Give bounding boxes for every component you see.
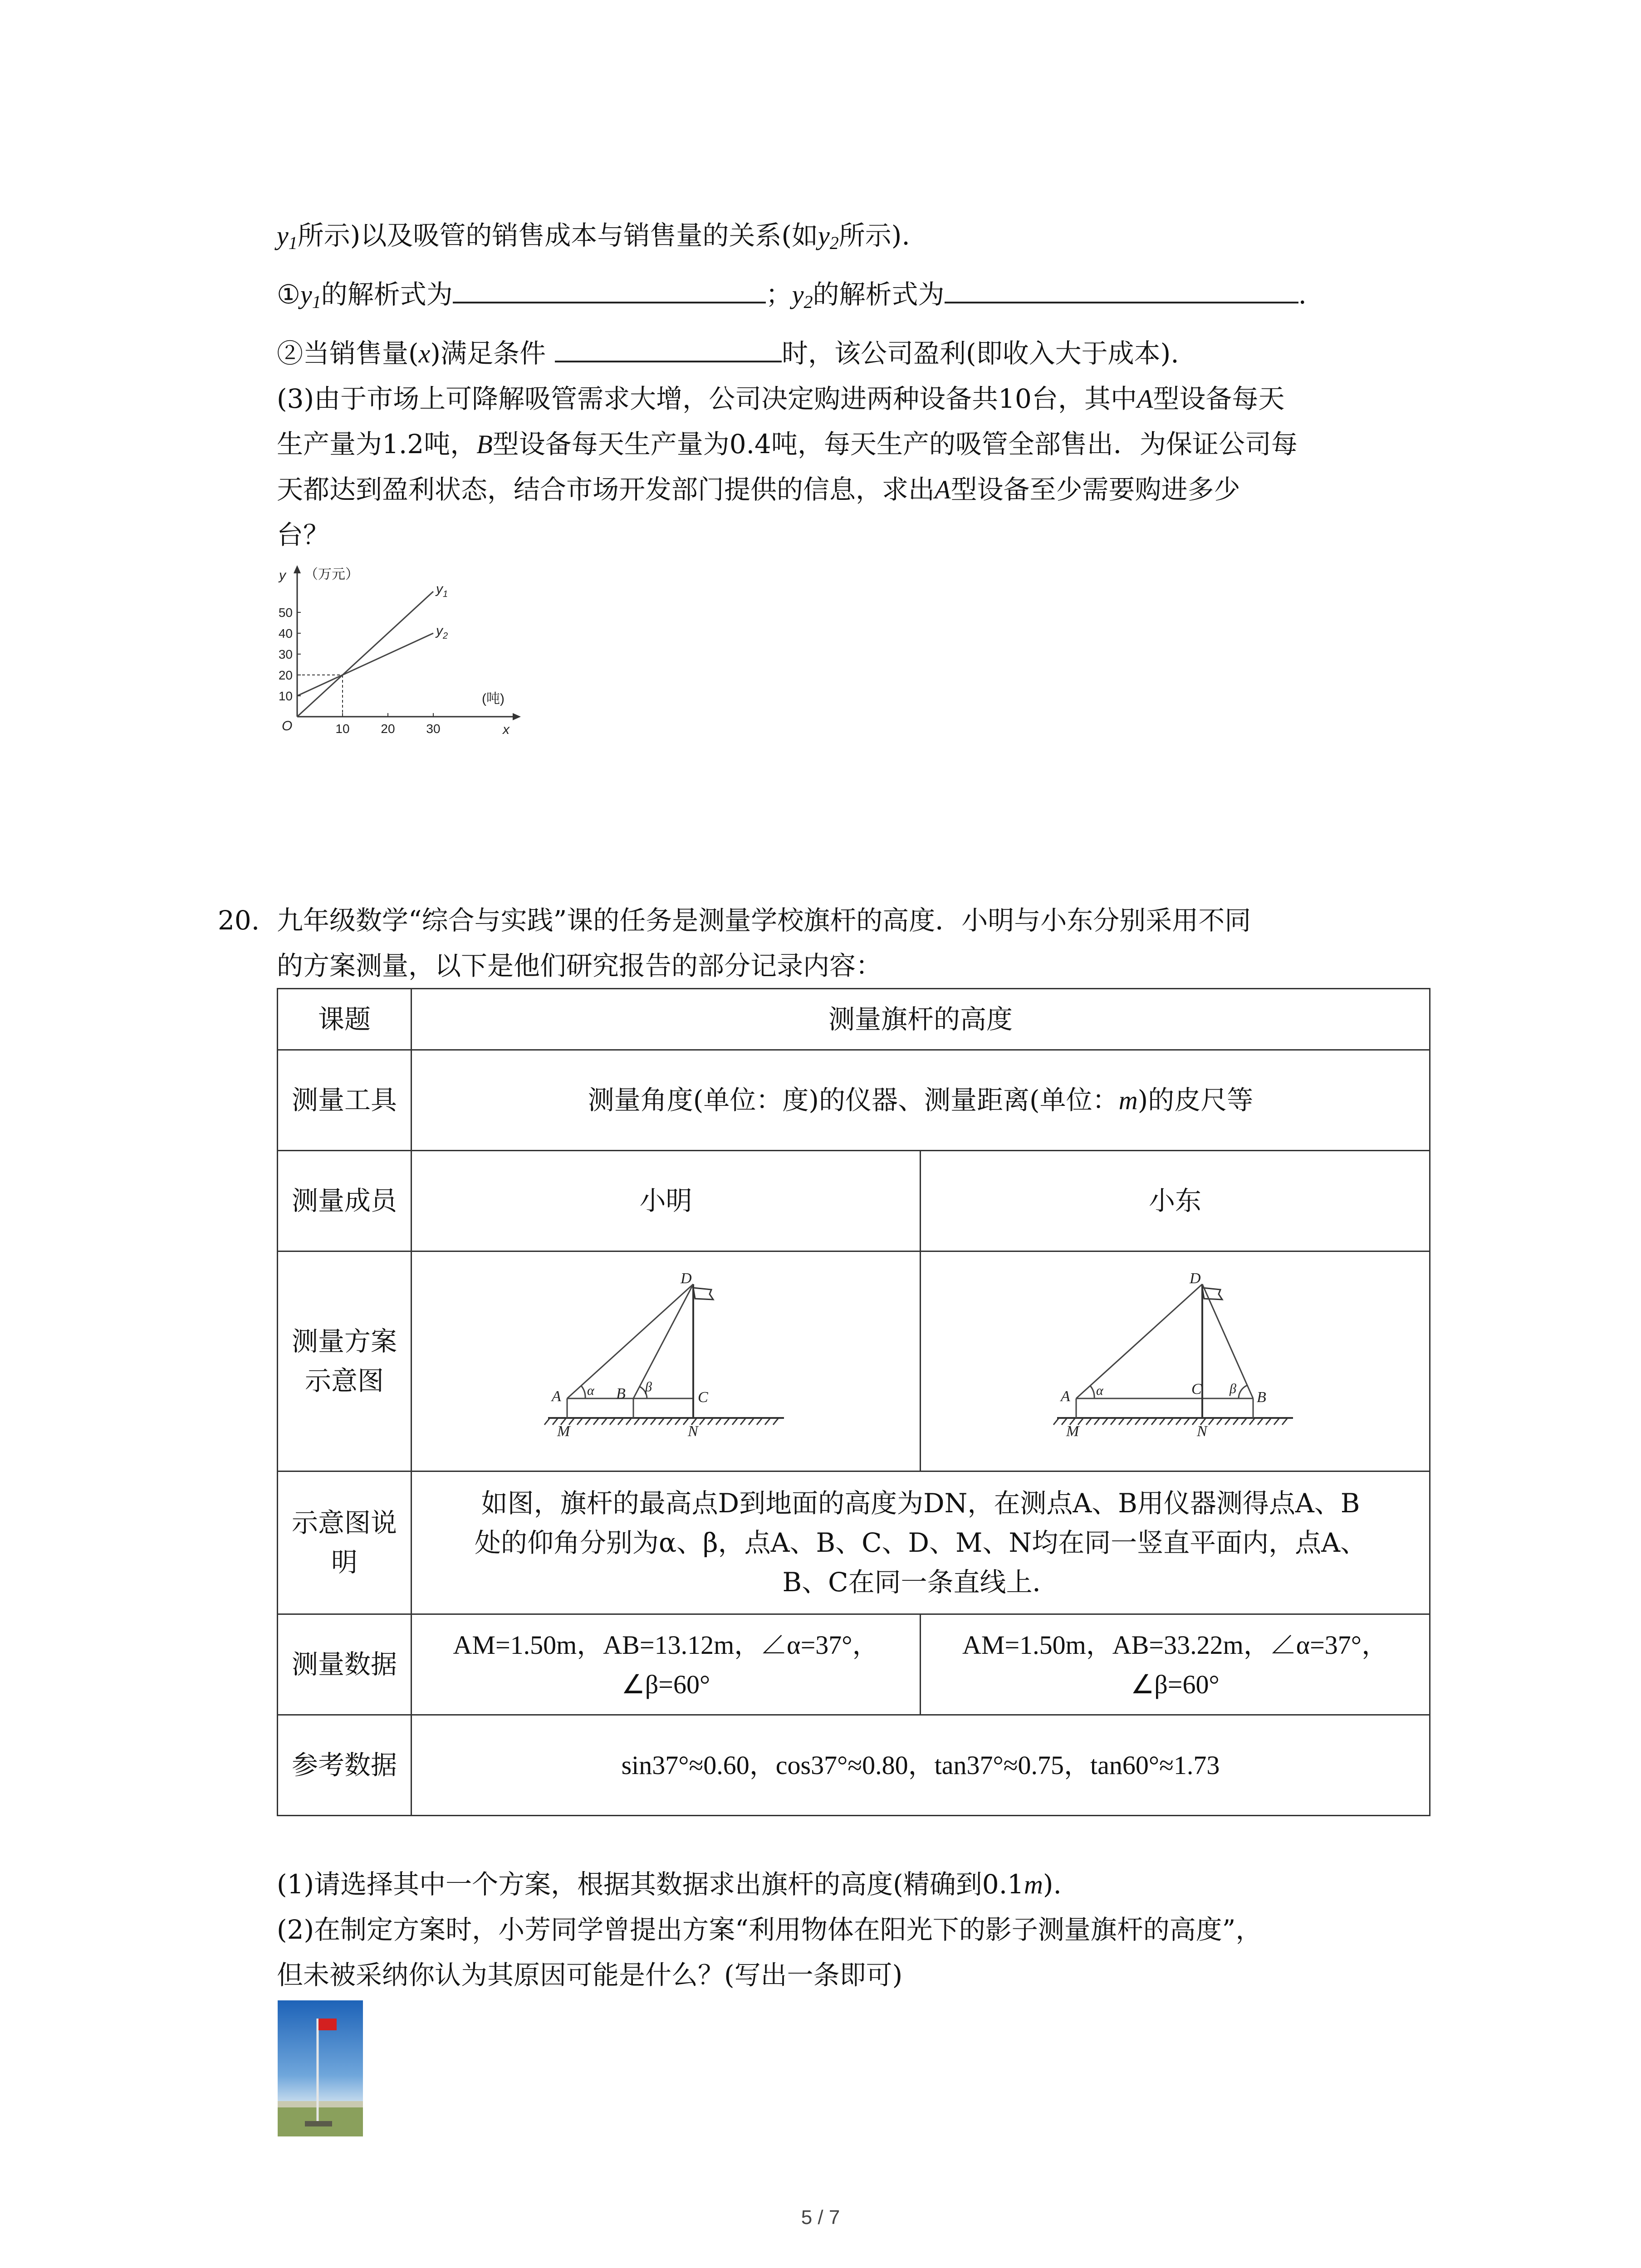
y2-subscript: 2	[803, 292, 813, 312]
row-label: 示意图说明	[278, 1471, 411, 1614]
row-label: 测量数据	[278, 1614, 411, 1715]
label-N: N	[687, 1423, 698, 1440]
var-B: B	[476, 430, 493, 459]
row-label: 参考数据	[278, 1715, 411, 1816]
q20-sub2-line2: 但未被采纳你认为其原因可能是什么？(写出一条即可)	[277, 1960, 903, 1990]
data-line: AM=1.50m，AB=33.22m，∠α=37°，	[962, 1630, 1388, 1660]
label-alpha: α	[587, 1383, 594, 1398]
data-left	[411, 1614, 921, 1715]
q3-text: 型设备每天	[1153, 383, 1285, 414]
angle-alpha-arc	[1090, 1386, 1094, 1398]
tools-text: 测量角度(单位：度)的仪器、测量距离(单位：	[588, 1085, 1119, 1115]
part2-label-b: )满足条件	[430, 338, 546, 369]
sight-line-A	[567, 1284, 693, 1398]
q20-sub1	[277, 1864, 1062, 1905]
y-axis-unit: （万元）	[304, 567, 359, 582]
description-line: 如图，旗杆的最高点D到地面的高度为DN，在测点A、B用仪器测得点A、B	[481, 1487, 1360, 1519]
series-line-y2	[297, 633, 433, 696]
y-tick-label: 10	[278, 689, 293, 703]
diagram-right	[921, 1251, 1430, 1471]
cost-revenue-chart	[272, 562, 554, 753]
label-D: D	[1190, 1270, 1201, 1287]
y-tick-label: 20	[278, 668, 293, 682]
label-beta: β	[1230, 1381, 1236, 1396]
sight-line-B	[633, 1284, 693, 1398]
answer-blank-y1[interactable]	[453, 275, 766, 303]
q20-intro-2: 的方案测量，以下是他们研究报告的部分记录内容：	[277, 950, 882, 981]
y1-symbol: y	[300, 280, 312, 309]
q19-q3-line3	[277, 469, 1240, 510]
q20-intro-1: 九年级数学“综合与实践”课的任务是测量学校旗杆的高度．小明与小东分别采用不同	[277, 905, 1251, 936]
label-N: N	[1197, 1423, 1207, 1440]
page-footer: 5 / 7	[801, 2206, 840, 2229]
q19-line1-text: 所示)以及吸管的销售成本与销售量的关系(如	[297, 220, 818, 251]
table-row	[278, 1471, 1430, 1614]
series-label-sub: 1	[443, 589, 448, 599]
q3-text: 型设备每天生产量为0.4吨，每天生产的吸管全部售出．为保证公司每	[492, 429, 1298, 459]
y1-label: 的解析式为	[321, 279, 453, 310]
sub1-text: (1)请选择其中一个方案，根据其数据求出旗杆的高度(精确到0.1	[277, 1869, 1024, 1900]
q19-part2	[277, 333, 1179, 374]
member-left: 小明	[411, 1151, 921, 1251]
table-row	[278, 1251, 1430, 1471]
sight-line-B	[1202, 1284, 1253, 1398]
sight-line-A	[1076, 1284, 1202, 1398]
table-row	[278, 1151, 1430, 1251]
x-tick-label: 30	[426, 722, 441, 736]
question-number: 20.	[218, 905, 260, 936]
q19-q3-line2	[277, 424, 1298, 465]
y2-subscript: 2	[829, 233, 839, 253]
label-A: A	[1061, 1388, 1070, 1405]
part2-label: ②当销售量(	[277, 338, 419, 369]
label-C: C	[697, 1389, 708, 1406]
y-tick-label: 40	[278, 626, 293, 640]
series-line-y1	[297, 591, 433, 717]
ground	[544, 1418, 784, 1425]
origin-label: O	[282, 719, 293, 733]
series-label-sub: 2	[443, 631, 448, 641]
topic-value: 测量旗杆的高度	[411, 989, 1430, 1050]
table-row	[278, 989, 1430, 1050]
angle-beta-arc	[1239, 1385, 1247, 1398]
flag-red	[318, 2019, 337, 2030]
var-A: A	[935, 475, 951, 504]
unit-m: m	[1118, 1085, 1138, 1115]
series-label-y1: $y_1$	[436, 582, 448, 599]
answer-blank-condition[interactable]	[555, 334, 782, 362]
q19-line1	[277, 215, 910, 257]
table-row	[278, 1050, 1430, 1151]
x-tick-label: 10	[335, 722, 350, 736]
y-axis-arrow	[294, 565, 301, 573]
series-label-y2: $y_2$	[436, 623, 448, 641]
q19-line1-end: 所示).	[838, 220, 910, 251]
separator: ；	[765, 279, 792, 310]
chart-labels	[278, 567, 510, 737]
y2-symbol: y	[792, 280, 804, 309]
flagpole-photo	[278, 2000, 363, 2136]
q3-text: 天都达到盈利状态，结合市场开发部门提供的信息，求出	[277, 474, 935, 505]
x-tick-label: 20	[381, 722, 395, 736]
q19-q3-line4: 台？	[277, 519, 330, 550]
data-line: AM=1.50m，AB=13.12m，∠α=37°，	[453, 1630, 879, 1660]
x-axis-unit: (吨)	[482, 691, 505, 706]
row-label: 测量工具	[278, 1050, 411, 1151]
label-B: B	[616, 1385, 626, 1402]
circled-1: ①	[277, 279, 300, 310]
y2-label: 的解析式为	[813, 279, 945, 310]
x-axis-symbol: x	[503, 722, 509, 737]
label-M: M	[557, 1423, 570, 1440]
xiaoming-diagram	[539, 1266, 793, 1457]
y-tick-label: 30	[278, 647, 293, 661]
table-row	[278, 1614, 1430, 1715]
x-symbol: x	[418, 339, 431, 368]
row-label: 课题	[278, 989, 411, 1050]
research-report-table	[277, 988, 1430, 1816]
q19-part1	[277, 274, 1307, 316]
flag	[693, 1288, 713, 1300]
label-D: D	[680, 1270, 692, 1287]
label-M: M	[1066, 1423, 1079, 1440]
label-alpha: α	[1096, 1383, 1103, 1398]
data-line: ∠β=60°	[1131, 1669, 1220, 1699]
y-axis-symbol: y	[279, 568, 286, 583]
y1-symbol: y	[277, 221, 289, 250]
table-row	[278, 1715, 1430, 1816]
q20-sub2-line1: (2)在制定方案时，小芳同学曾提出方案“利用物体在阳光下的影子测量旗杆的高度”，	[277, 1914, 1262, 1945]
description-line: B、C在同一条直线上．	[782, 1566, 1059, 1598]
row-label: 测量方案示意图	[278, 1251, 411, 1471]
label-C: C	[1191, 1381, 1202, 1398]
description-line: 处的仰角分别为α、β，点A、B、C、D、M、N均在同一竖直平面内，点A、	[474, 1527, 1367, 1558]
tools-value	[411, 1050, 1430, 1151]
sub1-text: ).	[1043, 1869, 1062, 1900]
answer-blank-y2[interactable]	[945, 275, 1298, 303]
q19-q3-line1	[277, 379, 1284, 420]
member-right: 小东	[921, 1151, 1430, 1251]
xiaodong-diagram	[1048, 1266, 1302, 1457]
y2-symbol: y	[818, 221, 830, 250]
reference-data: sin37°≈0.60，cos37°≈0.80，tan37°≈0.75，tan60°≈1.73	[411, 1715, 1430, 1816]
row-label: 测量成员	[278, 1151, 411, 1251]
label-beta: β	[645, 1379, 652, 1394]
y-tick-label: 50	[278, 606, 293, 620]
q3-text: (3)由于市场上可降解吸管需求大增，公司决定购进两种设备共10台，其中	[277, 383, 1137, 414]
part2-end: 时，该公司盈利(即收入大于成本).	[782, 338, 1179, 369]
q3-text: 生产量为1.2吨，	[277, 429, 477, 459]
y1-subscript: 1	[312, 292, 321, 312]
diagram-description	[411, 1471, 1430, 1614]
ground	[1053, 1418, 1293, 1425]
x-axis-arrow	[513, 713, 521, 720]
y1-subscript: 1	[288, 233, 298, 253]
data-right	[921, 1614, 1430, 1715]
period: .	[1298, 279, 1307, 310]
chart-series	[297, 582, 448, 717]
angle-alpha-arc	[581, 1386, 585, 1398]
label-B: B	[1257, 1389, 1266, 1406]
data-line: ∠β=60°	[621, 1669, 710, 1699]
unit-m: m	[1024, 1870, 1043, 1899]
diagram-left	[411, 1251, 921, 1471]
q3-text: 型设备至少需要购进多少	[950, 474, 1240, 505]
var-A: A	[1136, 384, 1153, 414]
label-A: A	[551, 1388, 561, 1405]
tools-text: )的皮尺等	[1137, 1085, 1254, 1115]
